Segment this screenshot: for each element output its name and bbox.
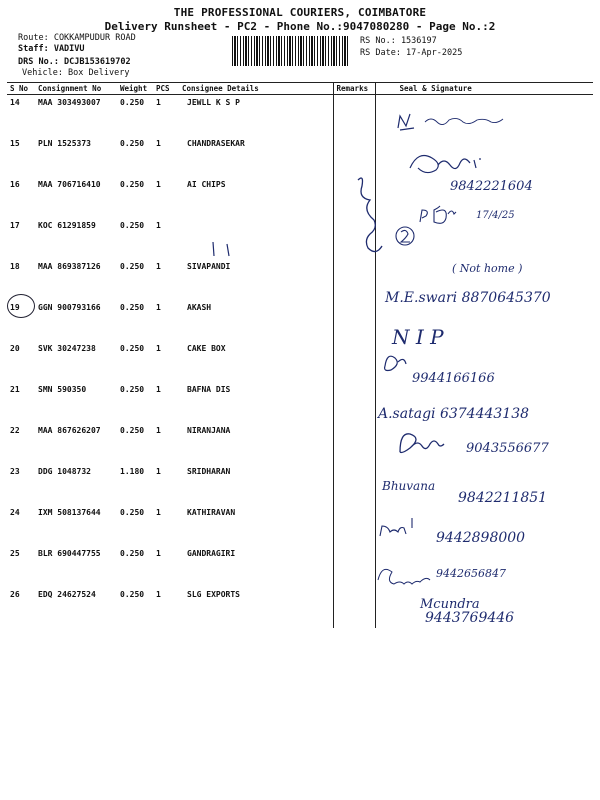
table-row <box>7 177 593 218</box>
handwritten-name: Mcundra <box>420 597 480 612</box>
col-pcs: PCS <box>153 83 179 95</box>
cell-weight: 0.250 <box>120 590 145 599</box>
cell-consignee: SLG EXPORTS <box>187 590 240 599</box>
cell-consignee: CAKE BOX <box>187 344 226 353</box>
cell-consignment: EDQ 24627524 <box>38 590 96 599</box>
cell-consignment: SVK 30247238 <box>38 344 96 353</box>
cell-weight: 0.250 <box>120 549 145 558</box>
cell-sno: 22 <box>10 426 20 435</box>
cell-consignee: SIVAPANDI <box>187 262 231 271</box>
cell-pcs: 1 <box>156 549 161 558</box>
cell-seal-signature <box>375 95 593 137</box>
cell-seal-signature <box>375 505 593 546</box>
table-row <box>7 423 593 464</box>
cell-consignee: BAFNA DIS <box>187 385 231 394</box>
cell-remarks <box>333 546 375 587</box>
cell-sno: 19 <box>10 303 20 312</box>
table-row <box>7 136 593 177</box>
cell-remarks <box>333 95 375 137</box>
col-weight: Weight <box>117 83 153 95</box>
table-row <box>7 464 593 505</box>
runsheet-subtitle: Delivery Runsheet - PC2 - Phone No.:9047080280 - Page No.:2 <box>104 20 496 33</box>
drs-number: DRS No.: DCJB153619702 <box>18 57 131 67</box>
cell-consignee <box>179 218 333 259</box>
cell-consignment: DDG 1048732 <box>38 467 91 476</box>
cell-consignee: JEWLL K S P <box>187 98 240 107</box>
table-row <box>7 95 593 137</box>
cell-sno: 20 <box>10 344 20 353</box>
cell-pcs: 1 <box>156 385 161 394</box>
table-header-row <box>7 83 593 95</box>
cell-seal-signature <box>375 464 593 505</box>
table-row <box>7 382 593 423</box>
col-remarks: Remarks <box>333 83 375 95</box>
cell-consignment: MAA 706716410 <box>38 180 101 189</box>
cell-pcs: 1 <box>156 221 161 230</box>
cell-consignment: MAA 869387126 <box>38 262 101 271</box>
cell-pcs: 1 <box>156 262 161 271</box>
cell-seal-signature <box>375 382 593 423</box>
handwritten-phone: 9043556677 <box>466 441 549 456</box>
cell-weight: 0.250 <box>120 385 145 394</box>
cell-sno: 24 <box>10 508 20 517</box>
cell-sno: 21 <box>10 385 20 394</box>
col-consignee: Consignee Details <box>179 83 333 95</box>
cell-consignee: SRIDHARAN <box>187 467 231 476</box>
cell-seal-signature <box>375 259 593 300</box>
cell-sno: 16 <box>10 180 20 189</box>
cell-pcs: 1 <box>156 180 161 189</box>
table-row <box>7 341 593 382</box>
cell-pcs: 1 <box>156 344 161 353</box>
cell-remarks <box>333 423 375 464</box>
cell-sno: 23 <box>10 467 20 476</box>
cell-pcs: 1 <box>156 467 161 476</box>
cell-remarks <box>333 218 375 259</box>
cell-consignment: GGN 900793166 <box>38 303 101 312</box>
col-seal-signature: Seal & Signature <box>375 83 593 95</box>
col-sno: S No <box>7 83 35 95</box>
vehicle-label: Vehicle: Box Delivery <box>22 68 130 78</box>
cell-remarks <box>333 464 375 505</box>
cell-consignee: GANDRAGIRI <box>187 549 236 558</box>
circled-row-marker <box>7 294 35 318</box>
cell-remarks <box>333 382 375 423</box>
handwritten-name-phone: A.satagi 6374443138 <box>378 406 530 422</box>
cell-remarks <box>333 300 375 341</box>
table-row <box>7 505 593 546</box>
cell-consignment: PLN 1525373 <box>38 139 91 148</box>
cell-weight: 0.250 <box>120 180 145 189</box>
cell-seal-signature <box>375 546 593 587</box>
cell-pcs: 1 <box>156 139 161 148</box>
cell-remarks <box>333 177 375 218</box>
cell-sno: 15 <box>10 139 20 148</box>
cell-seal-signature <box>375 136 593 177</box>
cell-seal-signature <box>375 423 593 464</box>
cell-sno: 14 <box>10 98 20 107</box>
handwritten-phone: 9442656847 <box>436 567 506 580</box>
col-consignment: Consignment No <box>35 83 117 95</box>
table-row <box>7 300 593 341</box>
table-row <box>7 546 593 587</box>
cell-pcs: 1 <box>156 508 161 517</box>
handwritten-name-phone: M.E.swari 8870645370 <box>385 290 551 306</box>
cell-sno: 25 <box>10 549 20 558</box>
cell-weight: 0.250 <box>120 508 145 517</box>
cell-consignment: IXM 508137644 <box>38 508 101 517</box>
cell-consignment: MAA 867626207 <box>38 426 101 435</box>
cell-weight: 0.250 <box>120 262 145 271</box>
cell-remarks <box>333 136 375 177</box>
table-row <box>7 587 593 628</box>
cell-remarks <box>333 587 375 628</box>
company-title: THE PROFESSIONAL COURIERS, COIMBATORE <box>173 6 427 19</box>
cell-weight: 0.250 <box>120 221 145 230</box>
cell-seal-signature <box>375 218 593 259</box>
handwritten-phone: 9442898000 <box>436 530 526 546</box>
rs-number: RS No.: 1536197 <box>360 36 437 46</box>
cell-weight: 0.250 <box>120 344 145 353</box>
cell-consignee: AKASH <box>187 303 212 312</box>
runsheet-table <box>7 82 593 628</box>
cell-sno: 18 <box>10 262 20 271</box>
cell-consignee: KATHIRAVAN <box>187 508 236 517</box>
cell-seal-signature <box>375 341 593 382</box>
rs-date: RS Date: 17-Apr-2025 <box>360 48 463 58</box>
handwritten-phone: 9842211851 <box>458 490 548 506</box>
cell-sno: 26 <box>10 590 20 599</box>
cell-pcs: 1 <box>156 426 161 435</box>
cell-consignee: NIRANJANA <box>187 426 231 435</box>
table-row <box>7 259 593 300</box>
cell-seal-signature <box>375 300 593 341</box>
cell-consignee: AI CHIPS <box>187 180 226 189</box>
barcode-image <box>232 36 350 66</box>
cell-weight: 1.180 <box>120 467 145 476</box>
cell-weight: 0.250 <box>120 303 145 312</box>
cell-pcs: 1 <box>156 303 161 312</box>
handwritten-phone: 9842221604 <box>450 179 533 194</box>
staff-label: Staff: VADIVU <box>18 44 85 54</box>
handwritten-remark: ( Not home ) <box>452 262 523 275</box>
route-label: Route: COKKAMPUDUR ROAD <box>18 33 136 43</box>
table-row <box>7 218 593 259</box>
cell-consignment: KOC 61291859 <box>38 221 96 230</box>
cell-remarks <box>333 341 375 382</box>
cell-weight: 0.250 <box>120 98 145 107</box>
cell-consignment: SMN 590350 <box>38 385 87 394</box>
cell-weight: 0.250 <box>120 139 145 148</box>
cell-consignee: CHANDRASEKAR <box>187 139 245 148</box>
cell-weight: 0.250 <box>120 426 145 435</box>
cell-pcs: 1 <box>156 590 161 599</box>
cell-seal-signature <box>375 587 593 628</box>
cell-consignment: BLR 690447755 <box>38 549 101 558</box>
cell-pcs: 1 <box>156 98 161 107</box>
cell-consignment: MAA 303493007 <box>38 98 101 107</box>
cell-sno: 17 <box>10 221 20 230</box>
handwritten-phone: 9944166166 <box>412 371 495 386</box>
handwritten-phone: 9443769446 <box>425 610 515 626</box>
handwritten-date: 17/4/25 <box>476 210 515 221</box>
cell-remarks <box>333 259 375 300</box>
cell-seal-signature <box>375 177 593 218</box>
handwritten-remark: N I P <box>392 325 444 349</box>
cell-remarks <box>333 505 375 546</box>
handwritten-name: Bhuvana <box>382 479 436 493</box>
